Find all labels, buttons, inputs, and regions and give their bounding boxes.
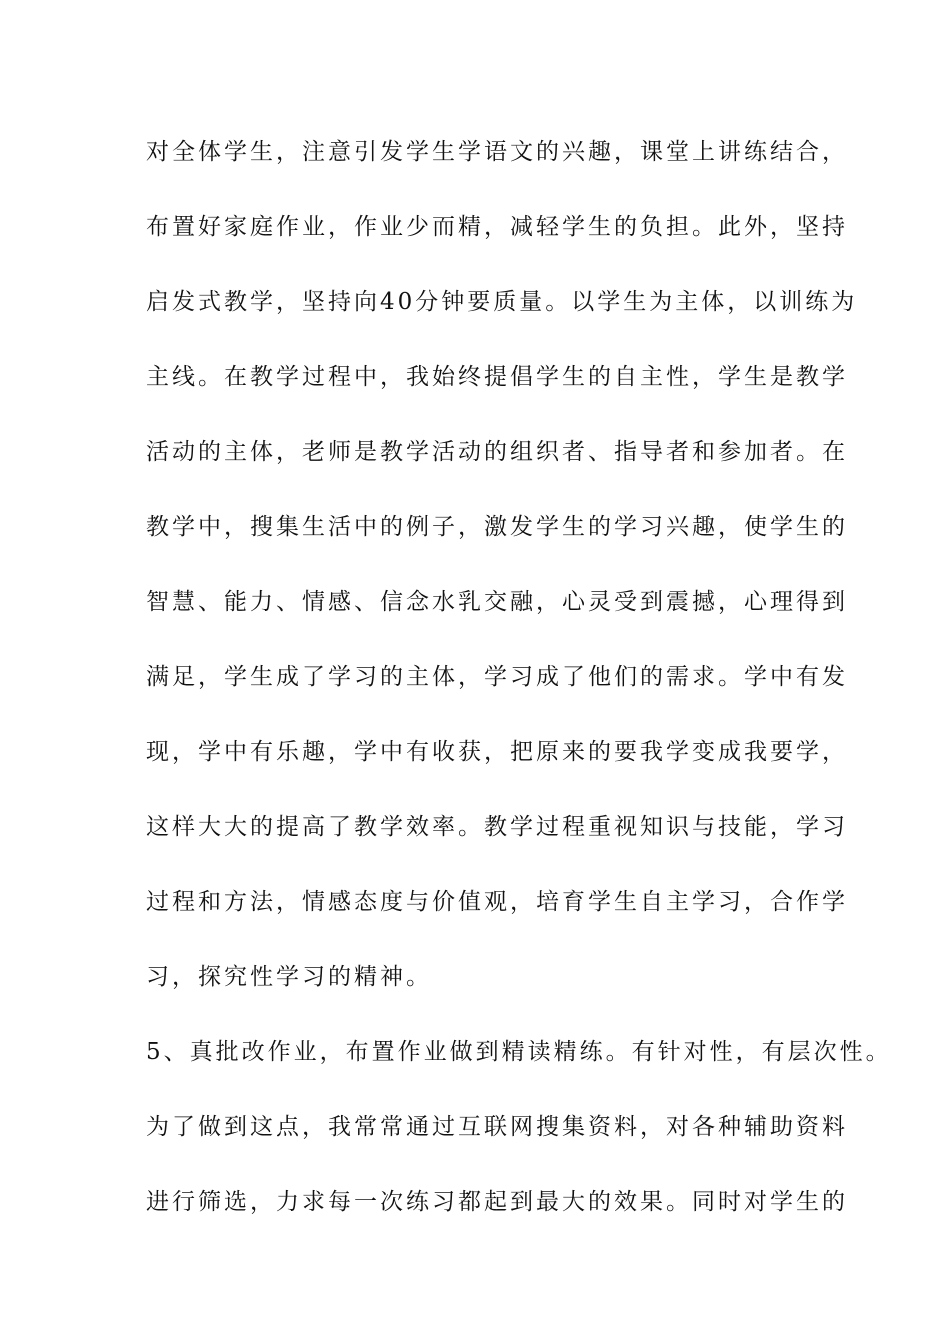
text-line: 主线。在教学过程中，我始终提倡学生的自主性，学生是教学 [146,364,848,390]
text-line: 对全体学生，注意引发学生学语文的兴趣，课堂上讲练结合， [146,139,848,165]
text-line: 满足，学生成了学习的主体，学习成了他们的需求。学中有发 [146,664,848,690]
text-line: 这样大大的提高了教学效率。教学过程重视知识与技能，学习 [146,814,848,840]
text-line: 过程和方法，情感态度与价值观，培育学生自主学习，合作学 [146,889,848,915]
text-line: 布置好家庭作业，作业少而精，减轻学生的负担。此外，坚持 [146,214,848,240]
document-body [146,130,892,1255]
text-line: 智慧、能力、情感、信念水乳交融，心灵受到震撼，心理得到 [146,589,848,615]
text-line: 习，探究性学习的精神。 [146,964,432,990]
text-line: 教学中，搜集生活中的例子，激发学生的学习兴趣，使学生的 [146,514,848,540]
list-item-heading: 5、真批改作业，布置作业做到精读精练。有针对性，有层次性。 [146,1039,892,1065]
text-line: 活动的主体，老师是教学活动的组织者、指导者和参加者。在 [146,439,848,465]
text-line: 现，学中有乐趣，学中有收获，把原来的要我学变成我要学， [146,739,848,765]
text-line: 启发式教学，坚持向40分钟要质量。以学生为主体，以训练为 [146,289,858,315]
text-line: 为了做到这点，我常常通过互联网搜集资料，对各种辅助资料 [146,1114,848,1140]
text-line: 进行筛选，力求每一次练习都起到最大的效果。同时对学生的 [146,1189,848,1215]
